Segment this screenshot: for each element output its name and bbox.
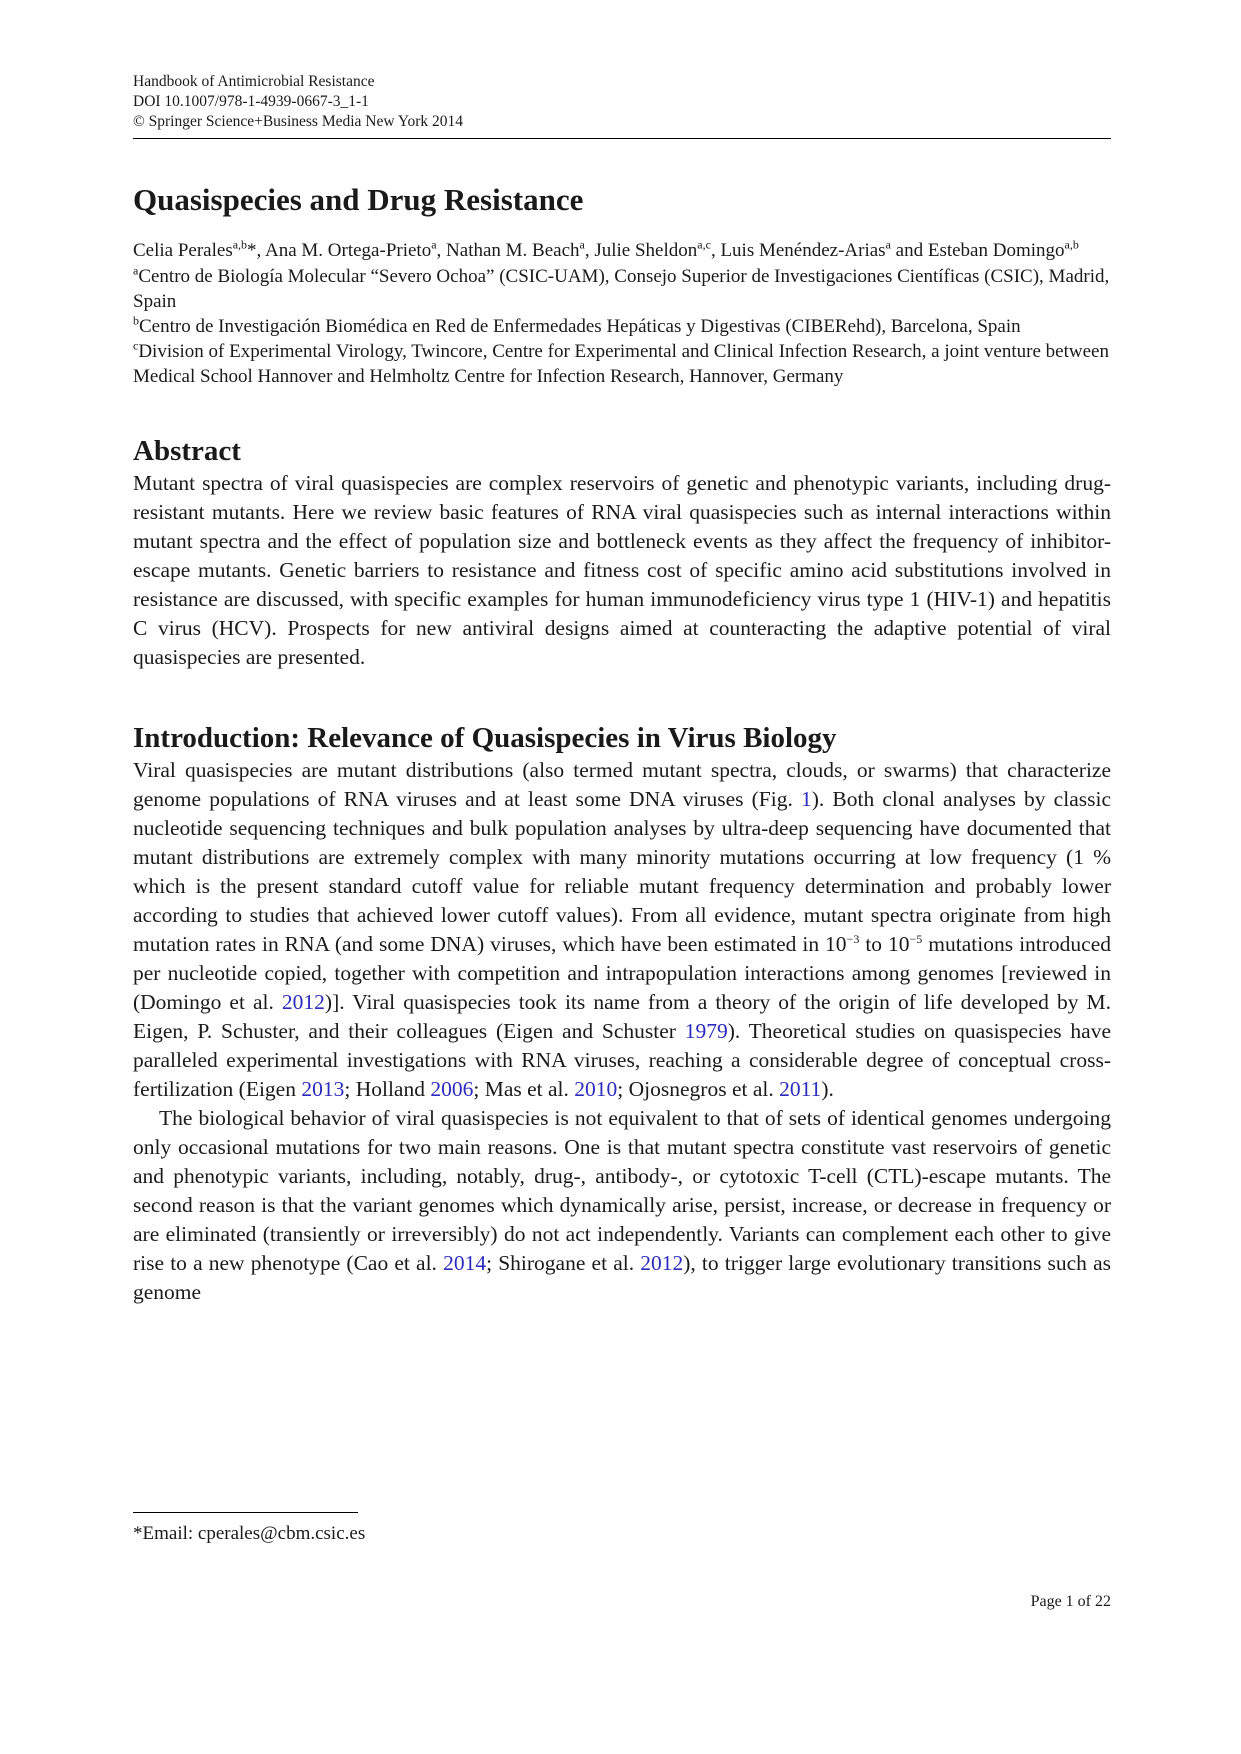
text-run: ). Both clonal analyses by classic nucleotide sequencing techniques and bulk population analyses by ultra-deep sequencing have documented that mutant distributions are extremely complex with many minority mutations occurring at low frequency (1 % which is the present standard cutoff value for reliable mutant frequency determination and probably lower according to studies that achieved lower cutoff values). From all evidence, mutant spectra originate from high mutation rates in RNA (and some DNA) viruses, which have been estimated in 10 <box>133 787 1111 956</box>
author-separator: *, <box>247 240 265 261</box>
affiliation-label: a <box>133 263 139 278</box>
abstract-text: Mutant spectra of viral quasispecies are complex reservoirs of genetic and phenotypic variants, including drug-resistant mutants. Here we review basic features of RNA viral quasispecies such as internal interactions within mutant spectra and the effect of population size and bottleneck events as they affect the frequency of inhibitor-escape mutants. Genetic barriers to resistance and fitness cost of specific amino acid substitutions involved in resistance are discussed, with specific examples for human immunodeficiency virus type 1 (HIV-1) and hepatitis C virus (HCV). Prospects for new antiviral designs aimed at counteracting the adaptive potential of viral quasispecies are presented. <box>133 471 1111 669</box>
header-rule <box>133 138 1111 139</box>
author-affil-sup: a <box>579 237 585 252</box>
paper-title: Quasispecies and Drug Resistance <box>133 182 584 217</box>
running-head <box>133 72 1111 132</box>
citation-link[interactable]: 2014 <box>443 1251 487 1275</box>
text-run: to 10 <box>859 932 910 956</box>
text-run: ). Theoretical studies on quasispecies have paralleled experimental investigations with RNA viruses, reaching a considerable degree of conceptual cross-fertilization (Eigen <box>133 1019 1111 1101</box>
text-run: ), to trigger large evolutionary transitions such as genome <box>133 1251 1111 1304</box>
abstract-heading: Abstract <box>133 435 241 467</box>
author: Julie Sheldon <box>594 240 698 261</box>
text-run: mutations introduced per nucleotide copied, together with competition and intrapopulation interactions among genomes [reviewed in (Domingo et al. <box>133 932 1112 1014</box>
affiliation-label: c <box>133 338 139 353</box>
text-run: ; Mas et al. <box>473 1077 575 1101</box>
author-separator: , <box>436 240 447 261</box>
affiliation-label: b <box>133 313 139 328</box>
affiliation-text: Division of Experimental Virology, Twincore, Centre for Experimental and Clinical Infection Research, a joint venture between Medical School Hannover and Helmholtz Centre for Infection Research, Hannover, Germany <box>133 341 1109 387</box>
text-run: )]. Viral quasispecies took its name from a theory of the origin of life developed by M. Eigen, P. Schuster, and their colleagues (Eigen and Schuster <box>133 990 1112 1043</box>
main-content <box>133 180 1111 1307</box>
introduction-paragraph-1 <box>133 756 1111 1104</box>
text-run: ; Shirogane et al. <box>486 1251 641 1275</box>
text-run: The biological behavior of viral quasispecies is not equivalent to that of sets of identical genomes undergoing only occasional mutations for two main reasons. One is that mutant spectra constitute vast reservoirs of genetic and phenotypic variants, including, notably, drug-, antibody-, or cytotoxic T-cell (CTL)-escape mutants. The second reason is that the variant genomes which dynamically arise, persist, increase, or decrease in frequency or are eliminated (transiently or irreversibly) do not act independently. Variants can complement each other to give rise to a new phenotype (Cao et al. <box>133 1106 1111 1275</box>
introduction-heading: Introduction: Relevance of Quasispecies in Virus Biology <box>133 722 837 754</box>
citation-link[interactable]: 2012 <box>640 1251 684 1275</box>
affiliation <box>133 314 1111 339</box>
author-separator: and <box>890 240 928 261</box>
exponent: −5 <box>909 931 923 946</box>
author-separator: , <box>584 240 595 261</box>
author-affil-sup: a,c <box>697 237 711 252</box>
figure-link[interactable]: 1 <box>801 787 812 811</box>
affiliation <box>133 264 1111 314</box>
footnote-email: *Email: cperales@cbm.csic.es <box>133 1523 366 1544</box>
footnote-rule <box>133 1512 358 1513</box>
affiliation-text: Centro de Biología Molecular “Severo Ochoa” (CSIC-UAM), Consejo Superior de Investigaciones Científicas (CSIC), Madrid, Spain <box>133 266 1110 312</box>
author-affil-sup: a <box>885 237 891 252</box>
author-affil-sup: a,b <box>1064 237 1079 252</box>
text-run: ; Ojosnegros et al. <box>617 1077 780 1101</box>
exponent: −3 <box>846 931 860 946</box>
author: Nathan M. Beach <box>446 240 580 261</box>
citation-link[interactable]: 2006 <box>430 1077 474 1101</box>
affiliation <box>133 339 1111 389</box>
introduction-paragraph-2 <box>133 1104 1111 1307</box>
author-affil-sup: a,b <box>232 237 248 252</box>
text-run: Viral quasispecies are mutant distributions (also termed mutant spectra, clouds, or swarms) that characterize genome populations of RNA viruses and at least some DNA viruses (Fig. <box>133 758 1111 811</box>
citation-link[interactable]: 2010 <box>574 1077 618 1101</box>
affiliation-text: Centro de Investigación Biomédica en Red de Enfermedades Hepáticas y Digestivas (CIBERehd), Barcelona, Spain <box>139 316 1021 337</box>
author: Luis Menéndez-Arias <box>720 240 886 261</box>
doi-line: DOI 10.1007/978-1-4939-0667-3_1-1 <box>133 93 369 110</box>
author: Celia Perales <box>133 240 233 261</box>
author-separator: , <box>710 240 721 261</box>
author: Ana M. Ortega-Prieto <box>265 240 432 261</box>
journal-name: Handbook of Antimicrobial Resistance <box>133 73 375 90</box>
citation-link[interactable]: 2012 <box>281 990 325 1014</box>
author-list <box>133 238 1111 264</box>
citation-link[interactable]: 1979 <box>684 1019 728 1043</box>
page-number: Page 1 of 22 <box>1030 1593 1111 1610</box>
text-run: ; Holland <box>344 1077 431 1101</box>
citation-link[interactable]: 2011 <box>779 1077 822 1101</box>
citation-link[interactable]: 2013 <box>301 1077 345 1101</box>
copyright-line: © Springer Science+Business Media New York 2014 <box>133 113 464 130</box>
author-affil-sup: a <box>431 237 437 252</box>
author: Esteban Domingo <box>927 240 1065 261</box>
text-run: ). <box>821 1077 834 1101</box>
